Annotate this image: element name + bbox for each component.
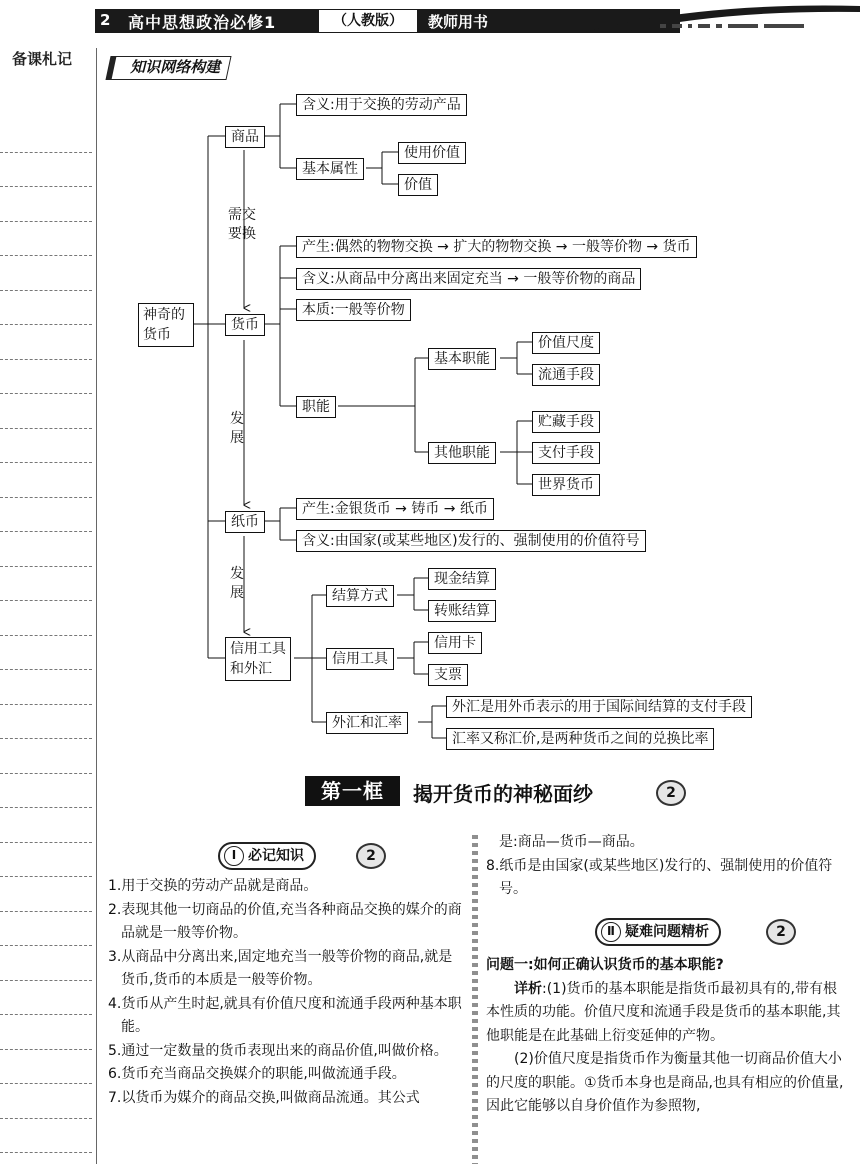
- node-means-of-payment: 支付手段: [532, 442, 600, 464]
- node-paper-origin: 产生:金银货币 → 铸币 → 纸币: [296, 498, 494, 520]
- list-item: 4.货币从产生时起,就具有价值尺度和流通手段两种基本职能。: [108, 995, 462, 1035]
- node-other-functions: 其他职能: [428, 442, 496, 464]
- node-money-functions: 职能: [296, 396, 336, 418]
- analysis-paragraph-1: 详析:(1)货币的基本职能是指货币最初具有的,带有根本性质的功能。价值尺度和流通手段是货币的基本职能,其他职能是在此基础上衍变延伸的产物。: [486, 980, 841, 1044]
- node-commodity-attributes: 基本属性: [296, 158, 364, 180]
- chapter-badge: 2: [656, 780, 686, 806]
- list-item: 8.纸币是由国家(或某些地区)发行的、强制使用的价值符号。: [486, 857, 833, 897]
- list-item: 3.从商品中分离出来,固定地充当一般等价物的商品,就是货币,货币的本质是一般等价物。: [108, 948, 453, 988]
- margin-note-label: 备课札记: [12, 50, 73, 68]
- list-item: 5.通过一定数量的货币表现出来的商品价值,叫做价格。: [108, 1042, 448, 1059]
- part2-number: Ⅱ: [601, 922, 621, 942]
- page-number: 2: [100, 11, 111, 29]
- node-paper-meaning: 含义:由国家(或某些地区)发行的、强制使用的价值符号: [296, 530, 646, 552]
- edge-label-develop-1: 发展: [230, 411, 244, 446]
- edge-label-exchange: 需交要换: [228, 207, 256, 242]
- node-money-origin: 产生:偶然的物物交换 → 扩大的物物交换 → 一般等价物 → 货币: [296, 236, 697, 258]
- chapter-tag: 第一框: [305, 776, 400, 806]
- node-world-money: 世界货币: [532, 474, 600, 496]
- node-cash-settlement: 现金结算: [428, 568, 496, 590]
- list-item: 1.用于交换的劳动产品就是商品。: [108, 878, 318, 894]
- node-paper-money: 纸币: [225, 511, 265, 533]
- node-credit-line2: 和外汇: [230, 661, 272, 677]
- analysis-label: 详析: [514, 980, 542, 997]
- part1-list: [108, 875, 464, 1110]
- node-commodity: 商品: [225, 126, 265, 148]
- node-cheque: 支票: [428, 664, 468, 686]
- node-commodity-meaning: 含义:用于交换的劳动产品: [296, 94, 467, 116]
- part2-badge: 2: [766, 919, 796, 945]
- part2-body: [486, 954, 850, 1119]
- teacher-label: 教师用书: [428, 13, 489, 31]
- part1-header: [218, 842, 316, 870]
- chapter-title: 揭开货币的神秘面纱: [413, 782, 593, 806]
- part2-title: 疑难问题精析: [625, 924, 709, 940]
- node-transfer-settlement: 转账结算: [428, 600, 496, 622]
- node-money-essence: 本质:一般等价物: [296, 299, 411, 321]
- column-divider: [472, 835, 478, 1164]
- node-money-meaning: 含义:从商品中分离出来固定充当 → 一般等价物的商品: [296, 268, 641, 290]
- node-store-of-value: 贮藏手段: [532, 411, 600, 433]
- edition-label: （人教版）: [318, 9, 418, 33]
- node-settlement: 结算方式: [326, 585, 394, 607]
- list-item: 6.货币充当商品交换媒介的职能,叫做流通手段。: [108, 1066, 406, 1082]
- book-title: 高中思想政治必修1: [128, 13, 277, 32]
- node-rate-meaning: 汇率又称汇价,是两种货币之间的兑换比率: [446, 728, 714, 750]
- part1-number: Ⅰ: [224, 846, 244, 866]
- node-credit: [225, 637, 291, 681]
- part1-list-continued: [486, 831, 850, 902]
- section-title: 知识网络构建: [130, 58, 221, 76]
- node-root: 神奇的货币: [138, 303, 194, 347]
- list-item-continued: 是:商品—货币—商品。: [499, 834, 644, 850]
- list-item: 2.表现其他一切商品的价值,充当各种商品交换的媒介的商品就是一般等价物。: [108, 901, 462, 941]
- node-fx-meaning: 外汇是用外币表示的用于国际间结算的支付手段: [446, 696, 752, 718]
- node-money: 货币: [225, 314, 265, 336]
- node-use-value: 使用价值: [398, 142, 466, 164]
- part2-header: [595, 918, 721, 946]
- node-basic-functions: 基本职能: [428, 348, 496, 370]
- node-value: 价值: [398, 174, 438, 196]
- part1-title: 必记知识: [248, 848, 304, 864]
- edge-label-develop-2: 发展: [230, 566, 244, 601]
- list-item: 7.以货币为媒介的商品交换,叫做商品流通。其公式: [108, 1089, 420, 1106]
- node-credit-tools: 信用工具: [326, 648, 394, 670]
- node-credit-card: 信用卡: [428, 632, 482, 654]
- node-means-of-circulation: 流通手段: [532, 364, 600, 386]
- node-credit-line1: 信用工具: [230, 641, 286, 657]
- node-fx: 外汇和汇率: [326, 712, 408, 734]
- question-title: 问题一:如何正确认识货币的基本职能?: [486, 957, 724, 973]
- node-measure-of-value: 价值尺度: [532, 332, 600, 354]
- part1-badge: 2: [356, 843, 386, 869]
- analysis-paragraph-2: (2)价值尺度是指货币作为衡量其他一切商品价值大小的尺度的职能。①货币本身也是商品,也具有相应的价值量,因此它能够以自身价值作为参照物,: [486, 1051, 844, 1114]
